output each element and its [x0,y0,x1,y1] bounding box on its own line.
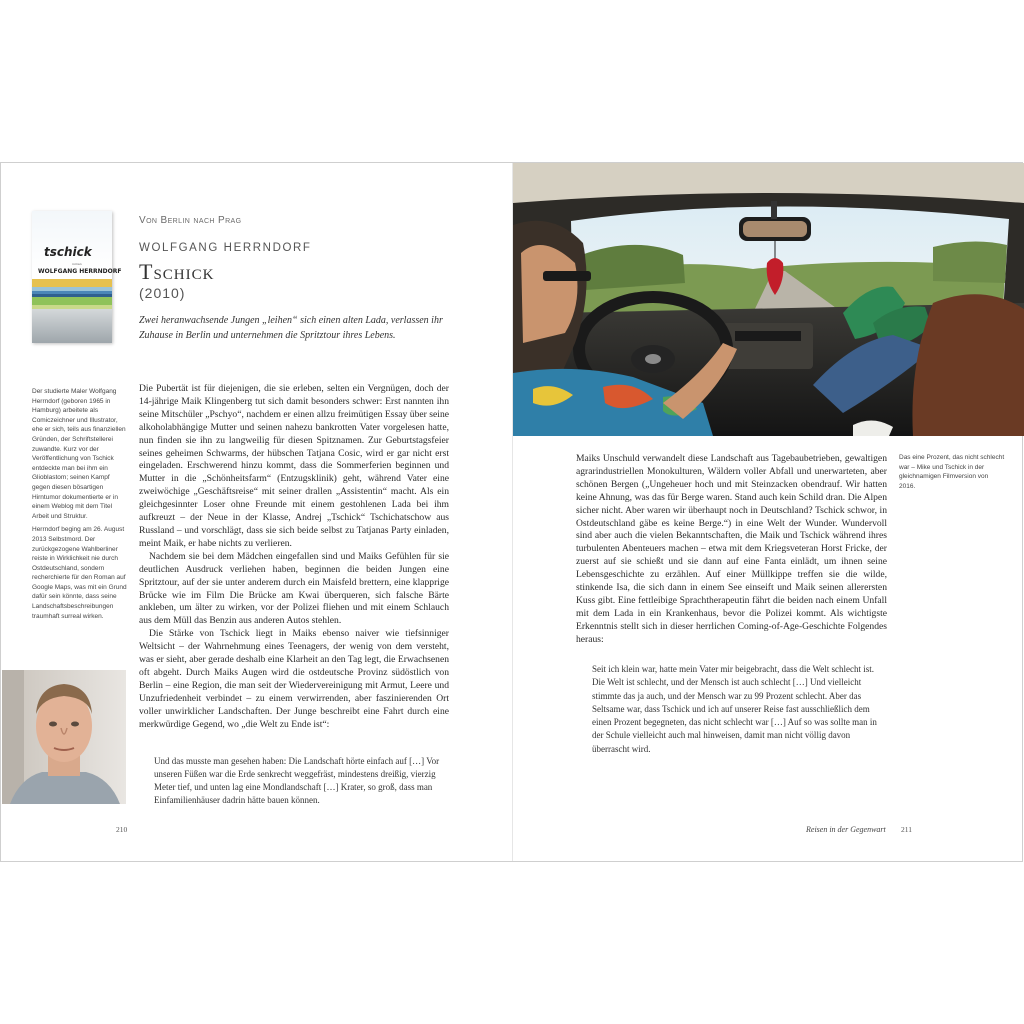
book-title: Tschick [139,259,215,284]
section-kicker: Von Berlin nach Prag [139,215,242,226]
page-number: 210 [116,825,128,834]
book-author: WOLFGANG HERRNDORF [139,242,312,254]
body-paragraph: Nachdem sie bei dem Mädchen eingefallen sind und Maiks Gefühlen für sie deutlichen Ausdruck verliehen haben, beginnen die beiden Jungen eine Spritztour, auf der sie unter anderem durch ein Maisfeld brettern, eine klapprige Brücke wie im Film Die Brücke am Kwai überqueren, sich falsche Bärte ankleben, um älter zu wirken, vor der Polizei fliehen und mit einem Schlauch aus dem Müll das Benzin aus anderen Autos stehlen. [139,550,449,627]
cover-author: WOLFGANG HERRNDORF [38,268,122,275]
cover-title: tschick [44,245,92,259]
photo-caption: Das eine Prozent, das nicht schlecht war – Mike und Tschick in der gleichnamigen Filmversion von 2016. [899,454,1005,490]
main-text-right [576,453,887,647]
film-still-image [513,163,1024,436]
running-head: Reisen in der Gegenwart [806,825,886,834]
book-spread [0,162,1023,862]
right-page [513,163,1024,861]
page-number: 211 [901,825,912,834]
book-teaser: Zwei heranwachsende Jungen „leihen“ sich einen alten Lada, verlassen ihr Zuhause in Berlin und unternehmen die Spritztour ihres Lebens. [139,315,443,341]
book-year: (2010) [139,285,186,301]
main-text-left [139,383,449,731]
book-cover [32,211,122,343]
cover-subtitle: roman [72,262,82,266]
body-paragraph: Die Pubertät ist für diejenigen, die sie erleben, selten ein Vergnügen, doch der 14-jährige Maik Klingenberg tut sich damit besonders schwer: Erst nannten ihn seine Mitschüler „Pschyo“, nachdem er einen allzu freimütigen Essay über seine alkoholabhängige Mutter und seinen nahezu bankrotten Vater vorgelesen hatte, nun finden sie ihn zu langweilig für diesen Spitznamen. Zur Geburtstagsfeier seines geheimen Schwarms, der hübschen Tatjana Cosic, wird er gar nicht erst eingeladen. Erschwerend hinzu kommt, dass die Sommerferien beginnen und Mutter in die „Schönheitsfarm“ (Entzugsklinik) geht, während Vater eine zweiwöchige „Geschäftsreise“ mit seiner drallen „Assistentin“ macht. Als ein gleichgesinnter Loser ohne Freunde mit einem gestohlenen Lada bei ihm aufkreuzt – der Neue in der Klasse, Andrej „Tschick“ Tschichatschow aus Russland – und vorschlägt, dass sie sich beide selbst zu Tatjanas Party einladen, meint Maik, er habe nichts zu verlieren. [139,383,449,549]
author-portrait [2,670,126,804]
left-page [1,163,513,861]
sidebar-paragraph: Der studierte Maler Wolfgang Herrndorf (geboren 1965 in Hamburg) arbeitete als Comiczeichner und Illustrator, ehe er sich, teils aus finanziellen Gründen, der Schriftstellerei zuwandte. Kurz vor der Veröffentlichung von Tschick entdeckte man bei ihm ein Glioblastom; seinen Kampf gegen diesen bösartigen Hirntumor dokumentierte er in einem Weblog mit dem Titel Arbeit und Struktur. [32,388,126,520]
author-sidebar [32,387,128,625]
body-paragraph: Die Stärke von Tschick liegt in Maiks ebenso naiver wie tiefsinniger Weltsicht – der Wahrnehmung eines Teenagers, der wenig von dem versteht, was er sieht, aber gerade deshalb eine Klarheit an den Tag legt, die Erwachsenen oft abgeht. Durch Maiks Augen wird die ostdeutsche Provinz südöstlich von Berlin – eine Region, die man seit der Wiedervereinigung mit Armut, Leere und Unzufriedenheit verbindet – zu einem verwirrenden, aber faszinierenden Ort voller unwirklicher Landschaften. Der Junge beschreibt eine Fahrt durch eine merkwürdige Gegend, wo „die Welt zu Ende ist“: [139,628,449,730]
cover-band [32,309,112,343]
film-still-photo [513,163,1024,436]
cover-band [32,279,112,287]
cover-band [32,297,112,305]
author-portrait-image [2,670,126,804]
block-quote: Seit ich klein war, hatte mein Vater mir beigebracht, dass die Welt schlecht ist. Die Welt ist schlecht, und der Mensch ist auch schlecht […] Und vielleicht stimmte das ja auch, und der Mensch war zu 99 Prozent schlecht. Aber das Seltsame war, dass Tschick und ich auf unserer Reise fast ausschließlich dem einen Prozent begegneten, das nicht schlecht war […] Auf so was sollte man in der Schule vielleicht auch mal hinweisen, damit man nicht völlig davon überrascht wird. [592,664,877,754]
sidebar-paragraph: Herrndorf beging am 26. August 2013 Selbstmord. Der zurückgezogene Wahlberliner reiste in Wirklichkeit nie durch Ostdeutschland, sondern recherchierte für den Roman auf Google Maps, was mit ein Grund dafür sein könnte, dass seine Landschaftsbeschreibungen traumhaft surreal wirken. [32,526,127,620]
body-paragraph: Maiks Unschuld verwandelt diese Landschaft aus Tagebaubetrieben, gewaltigen agrarindustriellen Monokulturen, Wäldern voller Abfall und unerwarteten, aber schönen Bergen („Ungeheuer hoch und mit Steinzacken obendrauf. Wir hatten keine Ahnung, was das für Berge waren. Stand auch kein Schild dran. Die Alpen sicher nicht. Aber waren wir überhaupt noch in Deutschland? Tschick schwor, in Ostdeutschland gäbe es keine Berge.“) in eine Welt der Wunder. Wundervoll sind aber auch die vielen Bekanntschaften, die Maik und Tschick während ihres turbulenten Abenteuers machen – etwa mit dem Kriegsveteran Horst Fricke, der zuerst auf sie schießt und sie dann auf eine Fanta einlädt, um ihnen seine Lebensgeschichte zu erzählen. Auf einer Müllkippe treffen sie die wilde, stinkende Isa, die sich dann in einem See einseift und Maik seinen allerersten Kuss gibt. Eine fettleibige Sprachtherapeutin fährt die beiden nach einem Unfall mit dem Lada in ein Krankenhaus, bevor die Polizei kommt. Als wichtigste Erkenntnis stellt sich in dieser herrlichen Coming-of-Age-Geschichte Folgendes heraus: [576,453,887,645]
block-quote: Und das musste man gesehen haben: Die Landschaft hörte einfach auf […] Vor unseren Füßen war die Erde senkrecht weggefräst, mindestens dreißig, vierzig Meter tief, und unten lag eine Mondlandschaft […] Krater, so groß, dass man Einfamilienhäuser dadrin hätte bauen können. [154,756,440,805]
